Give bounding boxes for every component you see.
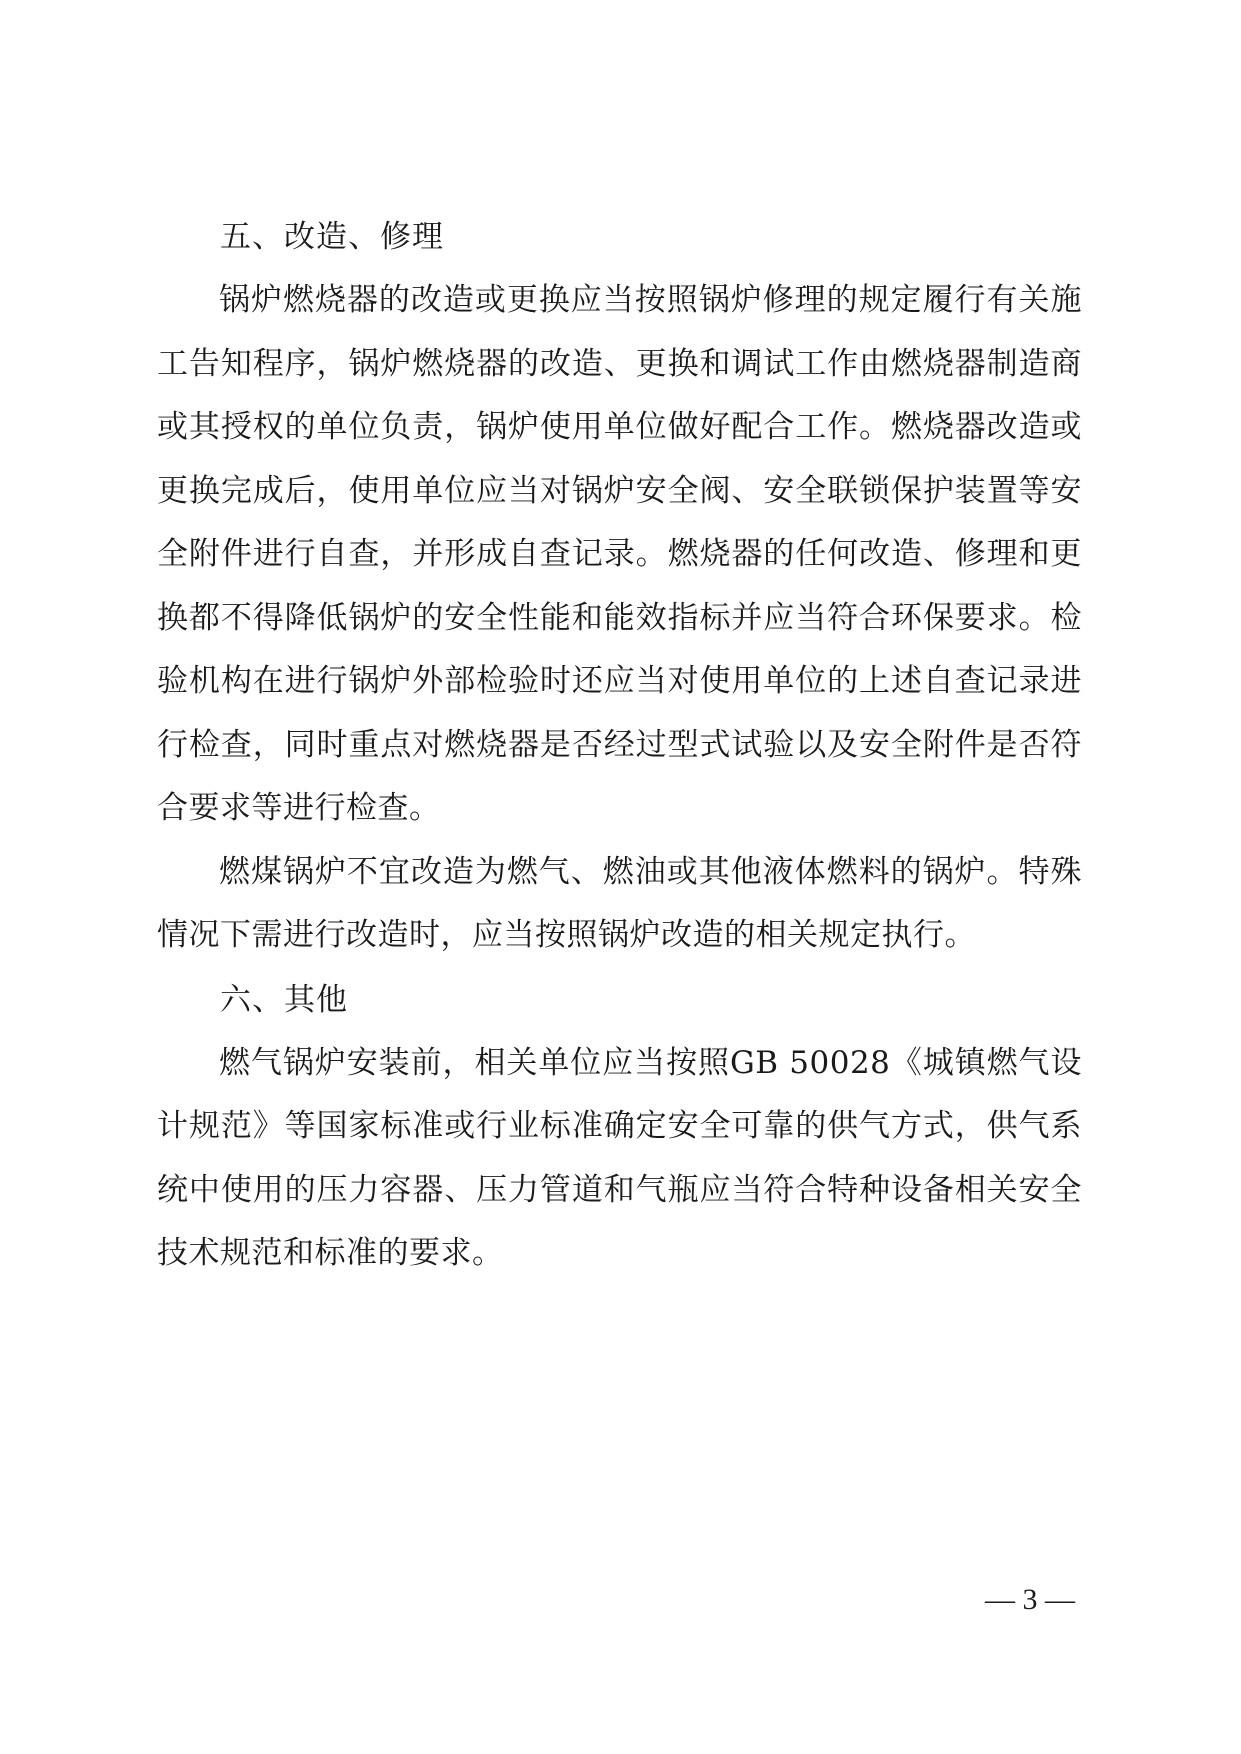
paragraph-burner-renovation: 锅炉燃烧器的改造或更换应当按照锅炉修理的规定履行有关施工告知程序，锅炉燃烧器的改造、更换和调试工作由燃烧器制造商或其授权的单位负责，锅炉使用单位做好配合工作。燃烧器改造或更换完成后，使用单位应当对锅炉安全阀、安全联锁保护装置等安全附件进行自查，并形成自查记录。燃烧器的任何改造、修理和更换都不得降低锅炉的安全性能和能效指标并应当符合环保要求。检验机构在进行锅炉外部检验时还应当对使用单位的上述自查记录进行检查，同时重点对燃烧器是否经过型式试验以及安全附件是否符合要求等进行检查。 <box>157 282 1082 826</box>
document-body <box>157 205 1082 1286</box>
page-number: — 3 — <box>985 1583 1075 1616</box>
section-heading-renovation-repair: 五、改造、修理 <box>220 219 444 255</box>
section-heading-other: 六、其他 <box>220 981 348 1018</box>
paragraph-gas-boiler-installation: 燃气锅炉安装前，相关单位应当按照GB 50028《城镇燃气设计规范》等国家标准或行业标准确定安全可靠的供气方式，供气系统中使用的压力容器、压力管道和气瓶应当符合特种设备相关安全技术规范和标准的要求。 <box>157 1044 1082 1271</box>
paragraph-coal-boiler-conversion: 燃煤锅炉不宜改造为燃气、燃油或其他液体燃料的锅炉。特殊情况下需进行改造时，应当按照锅炉改造的相关规定执行。 <box>157 853 1082 953</box>
